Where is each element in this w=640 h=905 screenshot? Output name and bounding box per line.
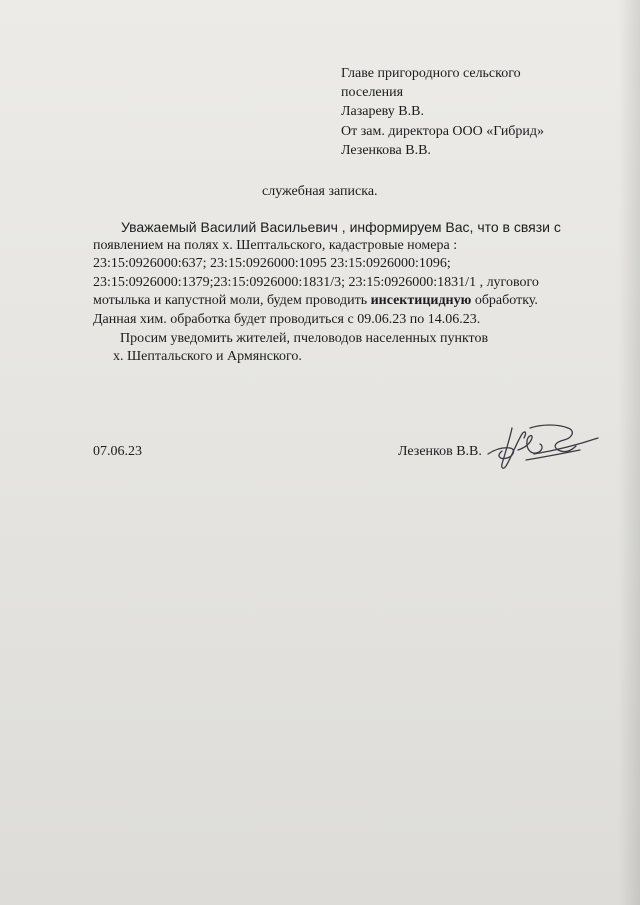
body-line-5-start: мотылька и капустной моли, будем проводить	[93, 293, 371, 309]
sender-line: От зам. директора ООО «Гибрид»	[341, 123, 545, 139]
body-line-6: Данная хим. обработка будет проводиться с 09.06.23 по 14.06.23.	[93, 311, 481, 327]
body-line-2: появлением на полях х. Шептальского, кадастровые номера :	[93, 237, 458, 253]
handwritten-signature	[472, 420, 602, 476]
body-line-5-end: обработку.	[471, 293, 538, 309]
memo-body	[93, 218, 613, 367]
signature-stroke-1	[488, 448, 514, 459]
signer-name: Лезенков В.В.	[398, 444, 482, 459]
addressee-name: Лазареву В.В.	[341, 104, 424, 120]
body-line-4: 23:15:0926000:1379;23:15:0926000:1831/3; 23:15:0926000:1831/1 , лугового	[93, 274, 539, 290]
body-line-8: х. Шептальского и Армянского.	[113, 349, 302, 365]
document-date: 07.06.23	[93, 444, 142, 459]
signature-stroke-4	[530, 425, 576, 452]
addressee-line-2: поселения	[341, 85, 404, 101]
body-line-7: Просим уведомить жителей, пчеловодов населенных пунктов	[120, 330, 489, 346]
signature-stroke-6	[526, 450, 580, 460]
memo-title: служебная записка.	[262, 184, 378, 199]
sender-name: Лезенкова В.В.	[341, 142, 431, 158]
addressee-block	[341, 64, 601, 160]
body-line-5-emphasis: инсектицидную	[370, 293, 472, 309]
body-line-5	[93, 292, 613, 311]
body-line-3: 23:15:0926000:637; 23:15:0926000:1095 23:15:0926000:1096;	[93, 256, 451, 272]
body-line-1: Уважаемый Василий Васильевич , информируем Вас, что в связи с	[121, 219, 561, 235]
signature-stroke-3	[518, 436, 542, 454]
addressee-line-1: Главе пригородного сельского	[341, 66, 521, 81]
